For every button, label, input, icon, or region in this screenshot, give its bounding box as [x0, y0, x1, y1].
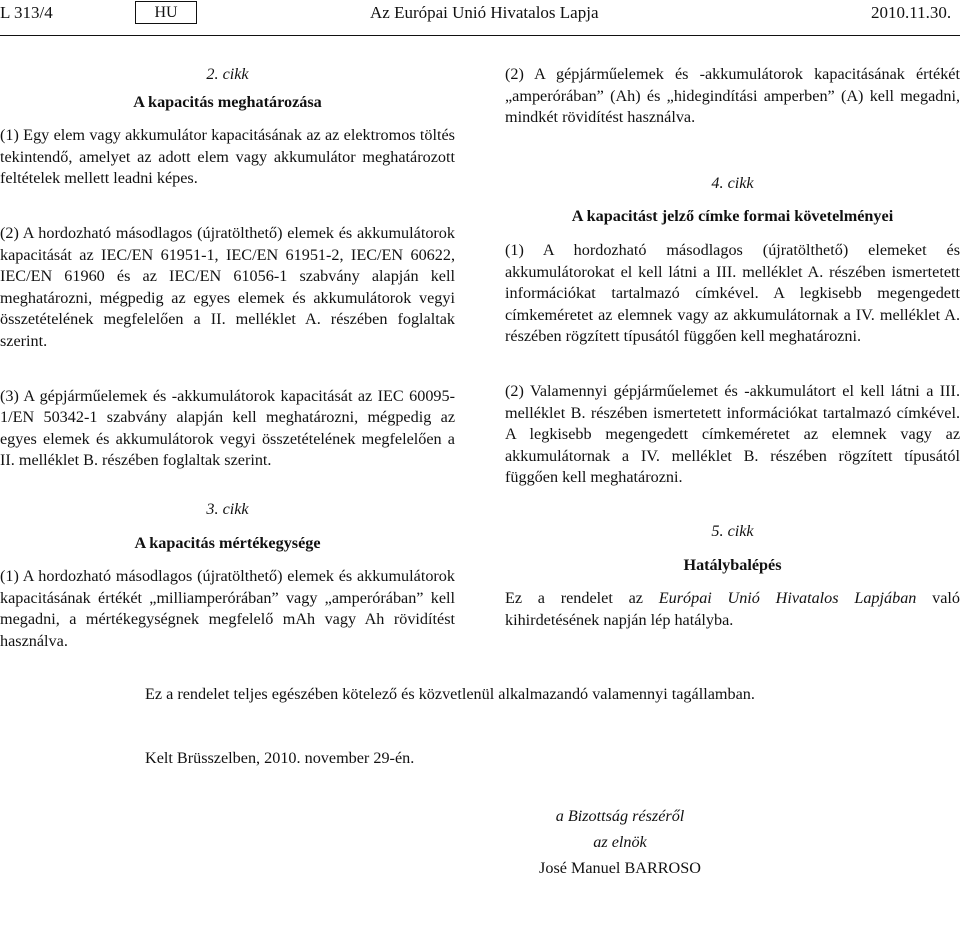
- article-4-paragraph-1: (1) A hordozható másodlagos (újratölthető) elemeket és akkumulátorokat el kell látni a III. melléklet A. részében ismertetett információkat tartalmazó címkével. A legkisebb megengedett címkeméretet az elemnek vagy az akkumulátornak a IV. melléklet A. részében rögzített típusától függően kell meghatározni.: [505, 240, 960, 346]
- article-5-text-end: való kihirdetésének napján lép hatályba.: [505, 589, 960, 629]
- right-column: [505, 64, 960, 631]
- article-2-paragraph-3: (3) A gépjárműelemek és -akkumulátorok kapacitását az IEC 60095-1/EN 50342-1 szabvány alapján kell meghatározni, mégpedig az egyes elemek és akkumulátorok vegyi összetételének megfelelően a II. melléklet B. részében foglaltak szerint.: [0, 386, 455, 470]
- article-4-number: 4. cikk: [711, 173, 754, 192]
- article-3-paragraph-2: (2) A gépjárműelemek és -akkumulátorok kapacitásának értékét „amperórában” (Ah) és „hidegindítási amperben” (A) kell megadni, mindkét rövidítést használva.: [505, 65, 960, 127]
- publication-date: 2010.11.30.: [871, 3, 952, 22]
- article-4-title: A kapacitást jelző címke formai követelményei: [571, 207, 894, 226]
- done-at-line: Kelt Brüsszelben, 2010. november 29-én.: [145, 749, 415, 767]
- article-3-title: A kapacitás mértékegysége: [134, 533, 321, 552]
- article-5-number: 5. cikk: [711, 521, 754, 540]
- article-5-title: Hatálybalépés: [683, 555, 782, 574]
- header-rule: [0, 35, 960, 36]
- article-3-paragraph-1: (1) A hordozható másodlagos (újratölthető) elemek és akkumulátorok kapacitásának értékét „milliamperórában” vagy „amperórában” kell megadni, a mértékegységnek megfelelő mAh vagy Ah rövidítést használva.: [0, 567, 455, 650]
- binding-clause: Ez a rendelet teljes egészében kötelező és közvetlenül alkalmazandó valamennyi tagállamban.: [145, 685, 755, 703]
- page-header: [0, 0, 960, 30]
- article-4-paragraph-2: (2) Valamennyi gépjárműelemet és -akkumulátort el kell látni a III. melléklet B. részében ismertetett információkat tartalmazó címkével. A legkisebb megengedett címkeméretet az elemnek vagy az akkumulátornak a IV. melléklet B. részében rögzített típusától függően kell meghatározni.: [505, 381, 960, 487]
- article-2-paragraph-1: (1) Egy elem vagy akkumulátor kapacitásának az az elektromos töltés tekintendő, amelyet az adott elem vagy akkumulátor meghatározott feltételek mellett leadni képes.: [0, 126, 455, 188]
- article-5-text-start: Ez a rendelet az: [505, 589, 659, 608]
- signature-block: [480, 803, 760, 881]
- page-reference: L 313/4: [0, 3, 53, 22]
- official-journal-name: Európai Unió Hivatalos Lapjában: [658, 589, 917, 608]
- signature-on-behalf: a Bizottság részéről: [555, 807, 685, 825]
- signatory-name: José Manuel BARROSO: [539, 859, 701, 877]
- signature-role: az elnök: [593, 833, 647, 851]
- language-code-box: HU: [135, 1, 197, 24]
- article-5-paragraph: [505, 588, 960, 631]
- article-2-title: A kapacitás meghatározása: [133, 92, 322, 111]
- left-column: [0, 64, 455, 652]
- article-2-paragraph-2: (2) A hordozható másodlagos (újratölthető) elemek és akkumulátorok kapacitását az IEC/EN 61951-1, IEC/EN 61951-2, IEC/EN 60622, IEC/EN 61960 és az IEC/EN 61056-1 szabvány alapján kell meghatározni, mégpedig az egyes elemek és akkumulátorok vegyi összetételének megfelelően a II. melléklet A. részében foglaltak szerint.: [0, 223, 455, 350]
- article-2-number: 2. cikk: [206, 65, 249, 83]
- closing-statement: [145, 684, 865, 706]
- article-3-number: 3. cikk: [206, 499, 249, 518]
- journal-title: Az Európai Unió Hivatalos Lapja: [370, 3, 599, 22]
